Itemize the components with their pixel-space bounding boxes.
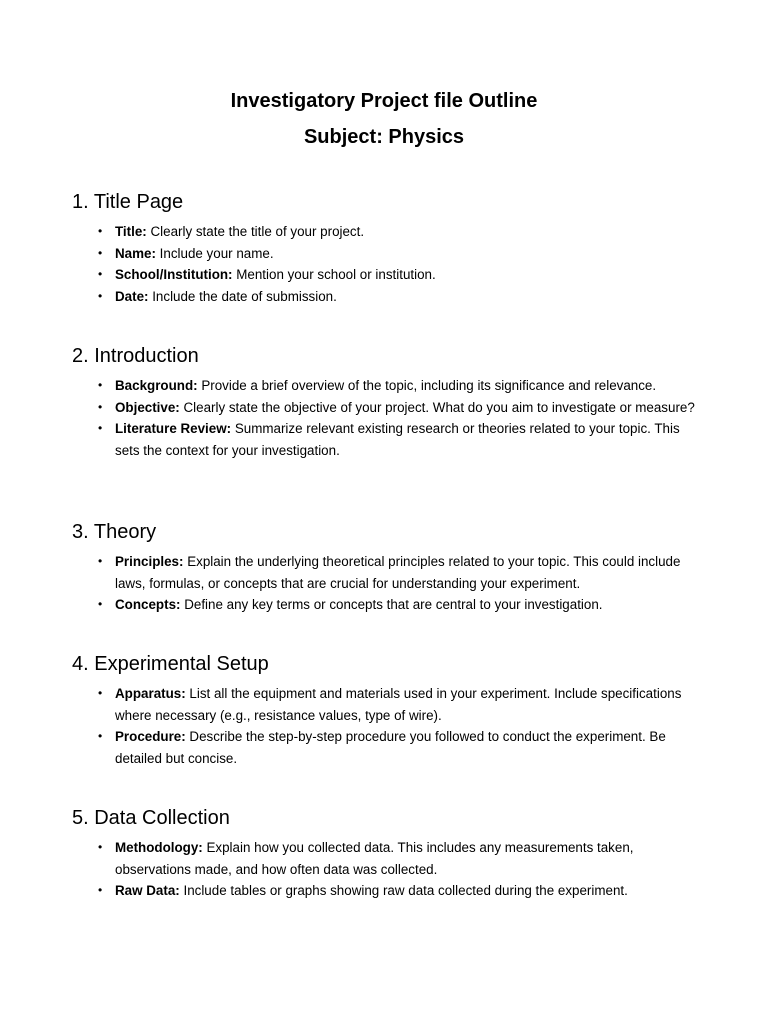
item-label: School/Institution: — [115, 267, 233, 283]
bullet-icon: • — [98, 840, 103, 854]
item-text: Explain how you collected data. This includes any measurements taken, observations made, and how often data was collected. — [115, 840, 634, 877]
list-item — [98, 418, 702, 461]
item-text: Include the date of submission. — [148, 289, 337, 305]
bullet-icon: • — [98, 224, 103, 238]
item-text: Provide a brief overview of the topic, including its significance and relevance. — [197, 378, 657, 393]
item-text: Describe the step-by-step procedure you followed to conduct the experiment. Be detailed but concise. — [115, 729, 666, 767]
list-item — [98, 397, 702, 419]
item-label: Name: — [115, 245, 156, 261]
section-heading: 4. Experimental Setup — [72, 653, 269, 675]
section-experimental-setup — [72, 651, 702, 770]
section-heading: 5. Data Collection — [72, 807, 230, 829]
list-item — [98, 837, 702, 880]
item-text: Summarize relevant existing research or theories related to your topic. This sets the context for your investigation. — [115, 421, 680, 459]
document-header — [0, 83, 768, 155]
list-item — [98, 375, 702, 397]
section-heading: 1. Title Page — [72, 191, 184, 213]
bullet-icon: • — [98, 289, 103, 304]
item-label: Concepts: — [115, 597, 181, 613]
list-item — [98, 243, 702, 265]
list-item — [98, 726, 702, 769]
bullet-icon: • — [98, 729, 103, 744]
bullet-list — [72, 375, 702, 462]
item-text: Explain the underlying theoretical principles related to your topic. This could include laws, formulas, or concepts that are crucial for understanding your experiment. — [115, 554, 681, 591]
bullet-icon: • — [98, 554, 103, 568]
list-item — [98, 880, 702, 902]
item-label: Methodology: — [115, 840, 203, 855]
document-subject: Subject: Physics — [303, 126, 465, 148]
item-text: Clearly state the title of your project. — [146, 224, 365, 239]
bullet-icon: • — [98, 378, 103, 392]
bullet-list — [72, 837, 702, 902]
bullet-list — [72, 551, 702, 616]
bullet-icon: • — [98, 686, 103, 700]
item-label: Objective: — [115, 399, 180, 415]
section-theory — [72, 519, 702, 616]
section-heading: 2. Introduction — [72, 345, 199, 367]
list-item — [98, 594, 702, 616]
list-item — [98, 683, 702, 726]
item-label: Procedure: — [115, 729, 186, 745]
section-introduction — [72, 343, 702, 462]
item-text: Mention your school or institution. — [232, 267, 436, 283]
document-title: Investigatory Project file Outline — [230, 90, 538, 112]
item-text: Define any key terms or concepts that are central to your investigation. — [180, 597, 603, 613]
item-text: Include your name. — [155, 245, 274, 261]
list-item — [98, 551, 702, 594]
bullet-icon: • — [98, 245, 103, 260]
section-heading: 3. Theory — [72, 521, 157, 543]
bullet-list — [72, 221, 702, 308]
list-item — [98, 264, 702, 286]
list-item — [98, 286, 702, 308]
item-text: Clearly state the objective of your project. What do you aim to investigate or measure? — [179, 399, 695, 415]
item-label: Principles: — [115, 554, 184, 569]
section-data-collection — [72, 805, 702, 902]
section-title-page — [72, 189, 702, 308]
item-text: Include tables or graphs showing raw data collected during the experiment. — [179, 883, 628, 899]
bullet-icon: • — [98, 421, 103, 436]
item-label: Raw Data: — [115, 883, 180, 899]
bullet-icon: • — [98, 597, 103, 612]
item-label: Literature Review: — [115, 421, 232, 437]
bullet-icon: • — [98, 399, 103, 414]
list-item — [98, 221, 702, 243]
item-text: List all the equipment and materials used in your experiment. Include specifications where necessary (e.g., resistance values, type of wire). — [115, 686, 682, 723]
item-label: Apparatus: — [115, 686, 186, 701]
bullet-icon: • — [98, 267, 103, 282]
item-label: Date: — [115, 289, 149, 305]
item-label: Title: — [115, 224, 147, 239]
item-label: Background: — [115, 378, 198, 393]
bullet-icon: • — [98, 883, 103, 898]
bullet-list — [72, 683, 702, 770]
